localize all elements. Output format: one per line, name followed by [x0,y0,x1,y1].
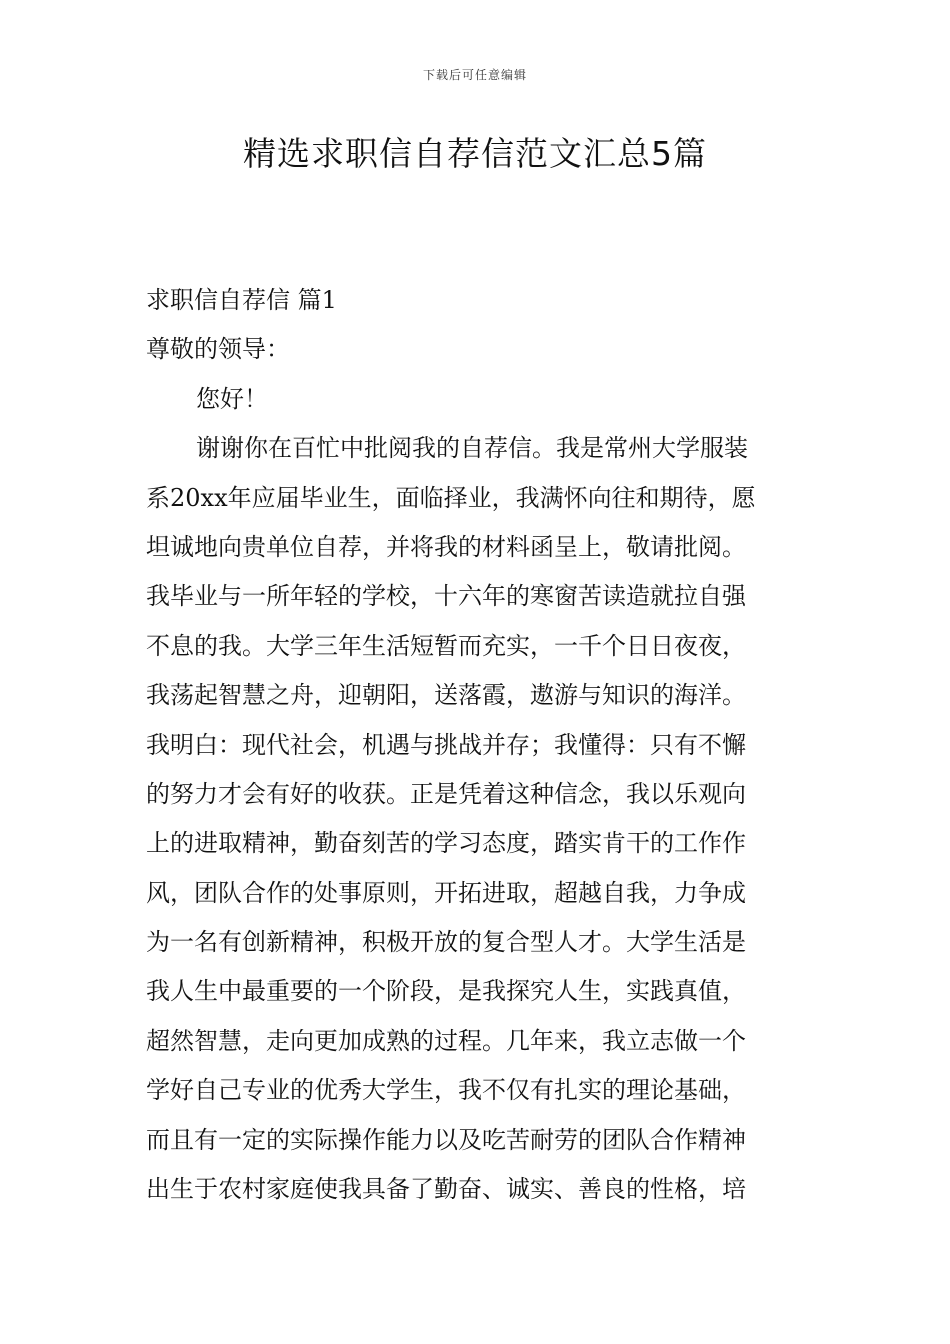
body-line: 谢谢你在百忙中批阅我的自荐信。我是常州大学服装 [196,434,748,463]
salutation: 尊敬的领导： [146,335,290,364]
body-line: 学好自己专业的优秀大学生，我不仅有扎实的理论基础， [146,1076,746,1105]
document-body [146,276,806,1214]
body-line: 不息的我。大学三年生活短暂而充实，一千个日日夜夜， [146,631,746,660]
body-line: 我荡起智慧之舟，迎朝阳，送落霞，遨游与知识的海洋。 [146,681,746,710]
body-line: 风，团队合作的处事原则，开拓进取，超越自我，力争成 [146,878,746,907]
document-title: 精选求职信自荐信范文汇总5篇 [243,134,707,173]
body-line: 我人生中最重要的一个阶段，是我探究人生，实践真值， [146,977,746,1006]
body-line: 上的进取精神，勤奋刻苦的学习态度，踏实肯干的工作作 [146,829,746,858]
body-line: 的努力才会有好的收获。正是凭着这种信念，我以乐观向 [146,779,746,808]
body-line: 为一名有创新精神，积极开放的复合型人才。大学生活是 [146,928,746,957]
body-line: 而且有一定的实际操作能力以及吃苦耐劳的团队合作精神 [146,1125,746,1154]
greeting: 您好！ [196,384,268,413]
body-line: 出生于农村家庭使我具备了勤奋、诚实、善良的性格，培 [146,1175,746,1204]
body-line: 超然智慧，走向更加成熟的过程。几年来，我立志做一个 [146,1026,746,1055]
section-heading: 求职信自荐信 篇1 [146,286,337,314]
header-note: 下载后可任意编辑 [422,68,527,82]
body-line: 坦诚地向贵单位自荐，并将我的材料函呈上，敬请批阅。 [146,532,746,561]
body-line: 我明白：现代社会，机遇与挑战并存；我懂得：只有不懈 [146,730,746,759]
body-line: 系20xx年应届毕业生，面临择业，我满怀向往和期待，愿 [146,483,756,512]
body-line: 我毕业与一所年轻的学校，十六年的寒窗苦读造就拉自强 [146,582,746,611]
